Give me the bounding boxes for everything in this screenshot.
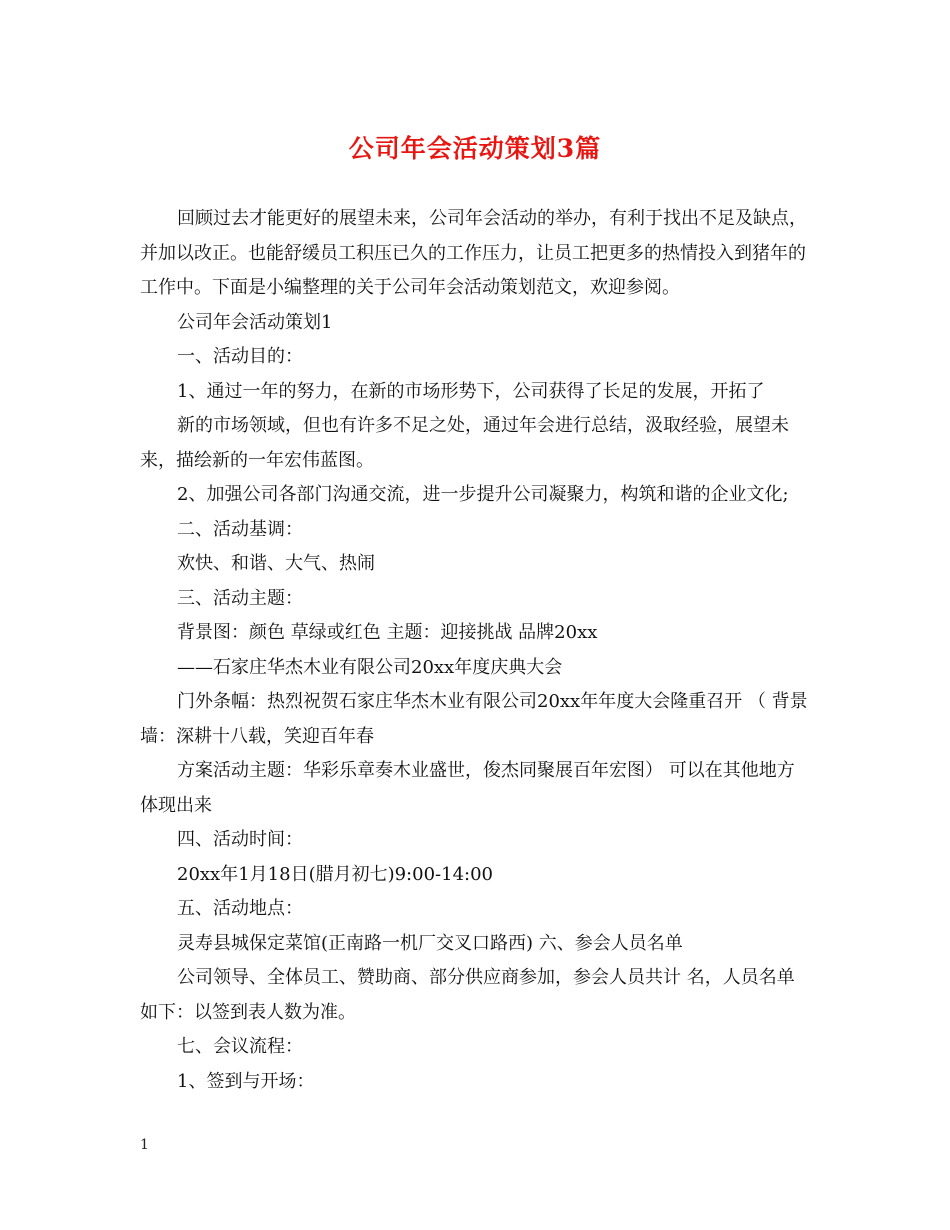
heading-tone: 二、活动基调： [177,518,303,540]
theme-company-line: ——石家庄华杰木业有限公司20xx年度庆典大会 [177,656,563,678]
purpose-item-1-line: 1、通过一年的努力，在新的市场形势下，公司获得了长足的发展，开拓了 [177,380,765,402]
document-body [140,202,810,1099]
intro-paragraph: 回顾过去才能更好的展望未来，公司年会活动的举办，有利于找出不足及缺点，并加以改正。也能舒缓员工积压已久的工作压力，让员工把更多的热情投入到猪年的工作中。下面是小编整理的关于公司年会活动策划范文，欢迎参阅。 [140,208,807,298]
page-number: 1 [140,1137,149,1153]
theme-banner: 门外条幅：热烈祝贺石家庄华杰木业有限公司20xx年年度大会隆重召开 （ 背景墙：深耕十八载，笑迎百年春 [140,691,808,747]
attendees-text: 公司领导、全体员工、赞助商、部分供应商参加，参会人员共计 名，人员名单如下：以签到表人数为准。 [140,967,795,1023]
location-text: 灵寿县城保定菜馆(正南路一机厂交叉口路西) 六、参会人员名单 [177,932,683,954]
heading-time: 四、活动时间： [177,829,303,850]
purpose-item-1-continued: 新的市场领域，但也有许多不足之处，通过年会进行总结，汲取经验，展望未来，描绘新的一年宏伟蓝图。 [140,415,789,471]
theme-background: 背景图：颜色 草绿或红色 主题：迎接挑战 品牌20xx [177,622,598,643]
heading-process: 七、会议流程： [177,1036,303,1057]
purpose-item-2: 2、加强公司各部门沟通交流，进一步提升公司凝聚力，构筑和谐的企业文化; [177,484,789,505]
heading-theme: 三、活动主题： [177,587,303,609]
time-text: 20xx年1月18日(腊月初七)9:00-14:00 [177,863,493,885]
document-title: 公司年会活动策划3篇 [348,134,602,163]
tone-text: 欢快、和谐、大气、热闹 [177,553,375,574]
section-title-plan-1: 公司年会活动策划1 [177,311,333,333]
heading-purpose: 一、活动目的： [177,346,303,367]
process-item-1: 1、签到与开场： [177,1070,315,1092]
heading-location: 五、活动地点： [177,898,303,919]
theme-activity: 方案活动主题：华彩乐章奏木业盛世，俊杰同聚展百年宏图） 可以在其他地方体现出来 [140,760,795,816]
